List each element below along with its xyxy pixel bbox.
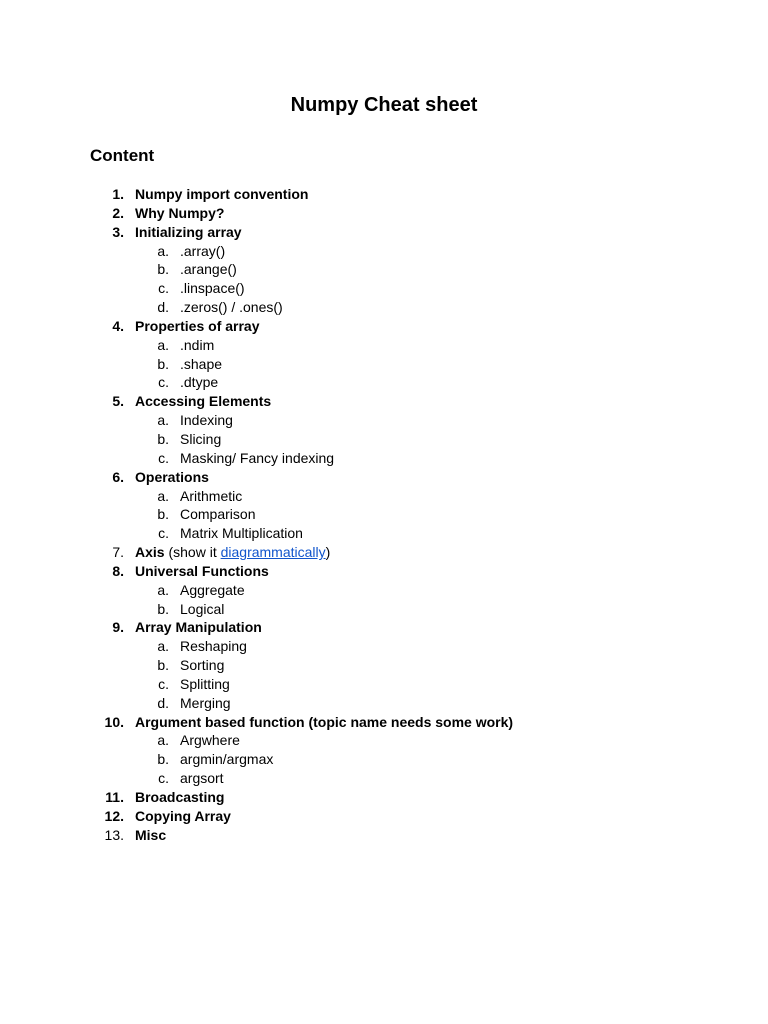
toc-subitem bbox=[0, 731, 768, 750]
toc-subitem-letter: a. bbox=[157, 412, 169, 429]
toc-item-number: 4. bbox=[112, 317, 124, 334]
toc-item-label: Copying Array bbox=[135, 807, 231, 824]
toc-subitem-label: Splitting bbox=[180, 675, 230, 692]
toc-item-note: (show it bbox=[164, 544, 221, 561]
toc-item-number: 5. bbox=[112, 393, 124, 410]
toc-item-label: Misc bbox=[135, 826, 167, 843]
toc-item-number: 7. bbox=[112, 544, 124, 561]
toc-item bbox=[0, 392, 768, 411]
toc-item-number: 12. bbox=[104, 807, 124, 824]
toc-item bbox=[0, 204, 768, 223]
toc-item bbox=[0, 223, 768, 242]
toc-subitem bbox=[0, 279, 768, 298]
toc-subitem bbox=[0, 637, 768, 656]
toc-subitem-label: argmin/argmax bbox=[180, 751, 274, 768]
toc-subitem-letter: c. bbox=[158, 374, 169, 391]
toc-subitem-label: .array() bbox=[180, 242, 226, 259]
toc-subitem-label: .ndim bbox=[180, 336, 215, 353]
toc-subitem bbox=[0, 769, 768, 788]
toc-subitem-label: Masking/ Fancy indexing bbox=[180, 449, 335, 466]
toc-item-label: Accessing Elements bbox=[135, 393, 272, 410]
toc-subitem bbox=[0, 449, 768, 468]
toc-item bbox=[0, 468, 768, 487]
toc-item-number: 2. bbox=[112, 204, 124, 221]
toc-subitem-label: Aggregate bbox=[180, 581, 245, 598]
toc-item-text bbox=[135, 468, 209, 487]
table-of-contents bbox=[0, 185, 768, 845]
toc-item-label: Argument based function (topic name needs some work) bbox=[135, 713, 514, 730]
diagram-link[interactable]: diagrammatically bbox=[220, 544, 326, 561]
toc-subitem-letter: b. bbox=[157, 261, 169, 278]
toc-subitem-label: .arange() bbox=[180, 261, 237, 278]
toc-subitem-letter: a. bbox=[157, 336, 169, 353]
toc-subitem-letter: a. bbox=[157, 487, 169, 504]
toc-subitem bbox=[0, 336, 768, 355]
toc-item-number: 10. bbox=[104, 713, 124, 730]
toc-item-text bbox=[135, 204, 224, 223]
toc-item-text bbox=[135, 618, 262, 637]
toc-item-text bbox=[135, 788, 224, 807]
toc-subitem bbox=[0, 355, 768, 374]
toc-subitem bbox=[0, 487, 768, 506]
toc-subitem-label: .linspace() bbox=[180, 280, 245, 297]
toc-subitem-letter: c. bbox=[158, 770, 169, 787]
toc-subitem-label: Arithmetic bbox=[180, 487, 243, 504]
toc-subitem-letter: c. bbox=[158, 675, 169, 692]
toc-subitem bbox=[0, 298, 768, 317]
toc-subitem-letter: c. bbox=[158, 280, 169, 297]
toc-subitem-label: Comparison bbox=[180, 506, 256, 523]
toc-item bbox=[0, 618, 768, 637]
toc-item bbox=[0, 788, 768, 807]
toc-subitem-label: Reshaping bbox=[180, 638, 247, 655]
toc-subitem-label: Indexing bbox=[180, 412, 233, 429]
toc-subitem bbox=[0, 675, 768, 694]
toc-item-text bbox=[135, 713, 513, 732]
contents-heading: Content bbox=[90, 146, 155, 165]
document-title: Numpy Cheat sheet bbox=[290, 94, 478, 116]
toc-item-note-end: ) bbox=[325, 544, 331, 561]
toc-item-number: 1. bbox=[112, 186, 124, 202]
toc-subitem-label: .shape bbox=[180, 355, 223, 372]
toc-subitem-letter: b. bbox=[157, 355, 169, 372]
toc-item-text bbox=[135, 317, 260, 336]
toc-item-number: 3. bbox=[112, 223, 124, 240]
toc-subitem-letter: b. bbox=[157, 751, 169, 768]
toc-item-text bbox=[135, 543, 330, 562]
toc-subitem-letter: b. bbox=[157, 600, 169, 617]
toc-item-label: Universal Functions bbox=[135, 562, 269, 579]
toc-item bbox=[0, 807, 768, 826]
toc-subitem-label: Sorting bbox=[180, 657, 225, 674]
toc-subitem-label: Merging bbox=[180, 694, 231, 711]
toc-subitem bbox=[0, 524, 768, 543]
toc-item bbox=[0, 713, 768, 732]
toc-item-text bbox=[135, 826, 166, 845]
toc-subitem-letter: a. bbox=[157, 242, 169, 259]
toc-subitem bbox=[0, 242, 768, 261]
toc-subitem-letter: c. bbox=[158, 449, 169, 466]
toc-subitem-label: Slicing bbox=[180, 430, 222, 447]
toc-item-label: Numpy import convention bbox=[135, 186, 309, 202]
toc-subitem-letter: c. bbox=[158, 525, 169, 542]
toc-item-number: 13. bbox=[104, 826, 124, 843]
toc-subitem bbox=[0, 505, 768, 524]
toc-item bbox=[0, 826, 768, 845]
toc-subitem-label: .dtype bbox=[180, 374, 219, 391]
toc-subitem-label: Matrix Multiplication bbox=[180, 525, 303, 542]
toc-subitem-label: Argwhere bbox=[180, 732, 240, 749]
toc-item bbox=[0, 185, 768, 204]
toc-item-number: 11. bbox=[105, 789, 124, 805]
toc-item-label: Properties of array bbox=[135, 317, 260, 334]
toc-item-label: Array Manipulation bbox=[135, 619, 262, 636]
toc-subitem bbox=[0, 600, 768, 619]
toc-item-label: Why Numpy? bbox=[135, 204, 225, 221]
toc-subitem-letter: b. bbox=[157, 430, 169, 447]
toc-item-label: Initializing array bbox=[135, 223, 242, 240]
toc-item-number: 6. bbox=[112, 468, 124, 485]
toc-subitem-letter: b. bbox=[157, 657, 169, 674]
toc-subitem-letter: a. bbox=[157, 732, 169, 749]
toc-item-text bbox=[135, 223, 242, 242]
toc-subitem bbox=[0, 373, 768, 392]
toc-subitem-letter: a. bbox=[157, 638, 169, 655]
toc-item-label: Axis bbox=[135, 544, 165, 561]
toc-subitem-letter: d. bbox=[157, 299, 169, 316]
toc-item-number: 9. bbox=[112, 619, 124, 636]
toc-subitem bbox=[0, 260, 768, 279]
toc-subitem-letter: a. bbox=[157, 581, 169, 598]
toc-item-text bbox=[135, 807, 231, 826]
toc-item-label: Broadcasting bbox=[135, 789, 225, 805]
toc-item-label: Operations bbox=[135, 468, 209, 485]
toc-subitem-label: .zeros() / .ones() bbox=[180, 299, 283, 316]
toc-item-text bbox=[135, 562, 269, 581]
toc-subitem bbox=[0, 430, 768, 449]
toc-subitem bbox=[0, 656, 768, 675]
toc-item-text bbox=[135, 392, 271, 411]
toc-item bbox=[0, 317, 768, 336]
toc-subitem-label: argsort bbox=[180, 770, 224, 787]
toc-item bbox=[0, 543, 768, 562]
toc-subitem bbox=[0, 581, 768, 600]
toc-subitem bbox=[0, 750, 768, 769]
toc-subitem-label: Logical bbox=[180, 600, 225, 617]
toc-item-number: 8. bbox=[112, 562, 124, 579]
toc-subitem bbox=[0, 411, 768, 430]
toc-subitem-letter: b. bbox=[157, 506, 169, 523]
toc-item bbox=[0, 562, 768, 581]
toc-subitem bbox=[0, 694, 768, 713]
toc-item-text bbox=[135, 185, 308, 204]
toc-subitem-letter: d. bbox=[157, 694, 169, 711]
